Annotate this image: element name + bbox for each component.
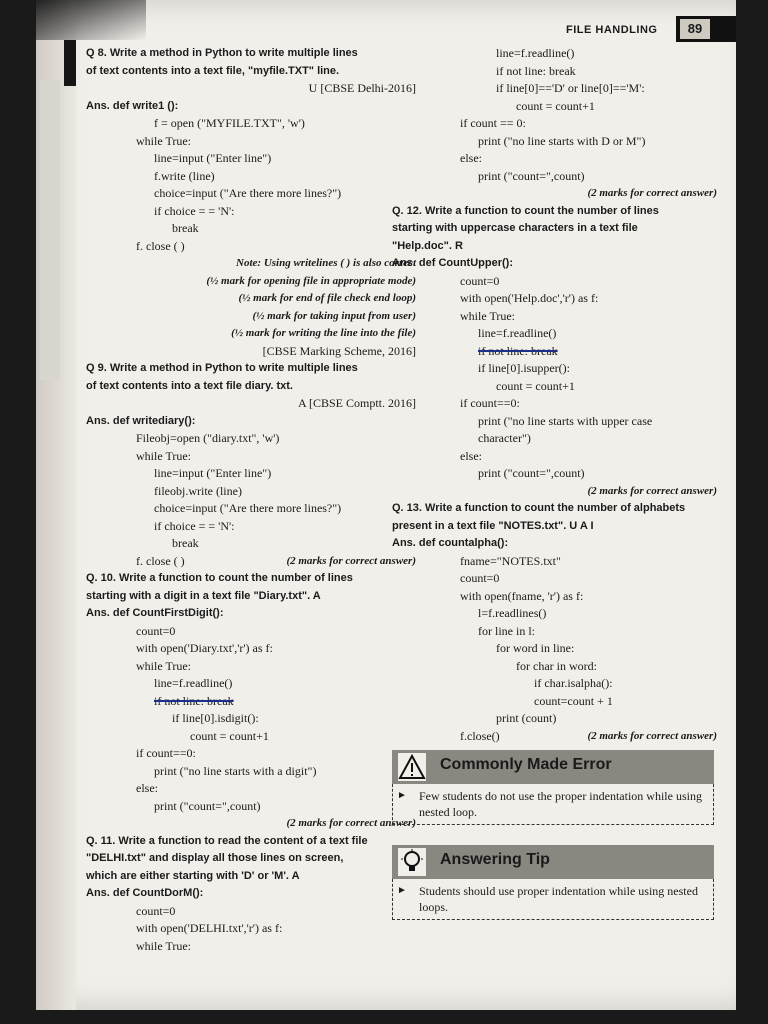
code-line: count = count+1 [516, 98, 595, 113]
code-line: line=f.readline() [154, 676, 233, 690]
code-line: if char.isalpha(): [534, 676, 613, 690]
book-page [36, 0, 736, 1010]
tip-box-title: Answering Tip [440, 851, 550, 868]
question-text: which are either starting with 'D' or 'M'. A [86, 869, 300, 882]
answer-heading: Ans. def CountUpper(): [392, 257, 513, 269]
code-line: f. close ( ) [136, 238, 185, 253]
lightbulb-icon [398, 848, 426, 876]
marking-note: Note: Using writelines ( ) is also correct [236, 257, 416, 269]
code-line: if not line: break [478, 343, 558, 358]
error-box-text: Few students do not use the proper indentation while using nested loop. [419, 789, 702, 819]
error-box-body [392, 784, 714, 825]
question-text: Q. 11. Write a function to read the content of a text file [86, 834, 368, 847]
right-column [392, 45, 717, 745]
warning-icon [398, 753, 426, 781]
error-box-header [392, 750, 714, 784]
marking-note: (½ mark for taking input from user) [252, 309, 416, 322]
code-line: else: [460, 151, 482, 165]
code-line: if not line: break [154, 693, 234, 708]
code-line: while True: [136, 658, 192, 673]
code-line: if line[0].isdigit(): [172, 711, 259, 725]
code-line: for char in word: [516, 658, 597, 673]
question-text: Q. 13. Write a function to count the number of alphabets [392, 502, 686, 514]
code-line: fileobj.write (line) [154, 483, 242, 498]
code-line: with open('Diary.txt','r') as f: [136, 641, 273, 655]
code-line: print ("no line starts with D or M") [478, 133, 646, 148]
left-column [86, 45, 416, 955]
code-line: break [172, 536, 199, 550]
code-line: print ("count=",count) [478, 168, 585, 183]
code-line: if choice = = 'N': [154, 203, 235, 218]
code-line: f = open ("MYFILE.TXT", 'w') [154, 116, 305, 130]
section-header: FILE HANDLING [566, 24, 658, 36]
marking-note: (½ mark for end of file check end loop) [238, 292, 416, 304]
code-line: if count==0: [460, 396, 520, 410]
question-text: starting with uppercase characters in a text file [392, 222, 638, 234]
tip-box-text: Students should use proper indentation while using nested loops. [419, 884, 698, 914]
question-text: "Help.doc". R [392, 239, 463, 252]
code-line: print (count) [496, 711, 557, 725]
code-line: print ("no line starts with a digit") [154, 763, 317, 778]
code-line: if count==0: [136, 746, 196, 760]
code-line: count = count+1 [190, 728, 269, 743]
code-line: print ("count=",count) [154, 798, 261, 813]
question-text: Q. 10. Write a function to count the number of lines [86, 572, 353, 584]
question-text: Q 8. Write a method in Python to write multiple lines [86, 47, 358, 59]
code-line: l=f.readlines() [478, 606, 547, 620]
answer-heading: Ans. def CountFirstDigit(): [86, 607, 224, 619]
answer-heading: Ans. def CountDorM(): [86, 887, 204, 899]
bullet-arrow-icon: ► [397, 790, 407, 801]
code-line: count=0 [460, 571, 500, 585]
question-text: "DELHI.txt" and display all those lines on screen, [86, 852, 344, 864]
marks-note: (2 marks for correct answer) [587, 187, 717, 199]
question-text: Q. 12. Write a function to count the number of lines [392, 204, 659, 217]
code-line: line=f.readline() [478, 326, 557, 340]
code-line: else: [136, 781, 158, 795]
code-line: choice=input ("Are there more lines?") [154, 186, 342, 200]
code-line: break [172, 221, 199, 235]
code-line: for line in l: [478, 623, 535, 638]
marks-note: (2 marks for correct answer) [286, 817, 416, 829]
question-text: Q 9. Write a method in Python to write multiple lines [86, 362, 358, 374]
code-text: f.close() [460, 728, 500, 743]
code-line: if line[0]=='D' or line[0]=='M': [496, 81, 645, 95]
code-line: while True: [460, 308, 516, 323]
answer-heading: Ans. def countalpha(): [392, 537, 509, 549]
margin-marker [64, 40, 76, 86]
code-line [392, 728, 717, 746]
code-line: for word in line: [496, 641, 575, 655]
page-number: 89 [680, 19, 710, 39]
bullet-arrow-icon: ► [397, 885, 407, 896]
code-line: line=input ("Enter line") [154, 151, 272, 165]
code-line: else: [460, 448, 482, 463]
corner-shadow [36, 0, 146, 40]
source-tag: U [CBSE Delhi-2016] [308, 81, 416, 95]
code-line: Fileobj=open ("diary.txt", 'w') [136, 431, 280, 445]
marks-note: (2 marks for correct answer) [587, 729, 717, 742]
answer-heading: Ans. def writediary(): [86, 414, 196, 427]
code-line: fname="NOTES.txt" [460, 553, 561, 568]
tip-box-header [392, 845, 714, 879]
code-line: while True: [136, 133, 192, 148]
answer-heading: Ans. def write1 (): [86, 99, 179, 112]
code-line: count=0 [136, 623, 176, 638]
question-text: starting with a digit in a text file "Diary.txt". A [86, 589, 321, 602]
code-line: character") [478, 431, 531, 445]
code-line: if count == 0: [460, 116, 526, 130]
code-line: print ("count=",count) [478, 466, 585, 480]
source-tag: A [CBSE Comptt. 2016] [297, 396, 416, 410]
question-text: of text contents into a text file, "myfile.TXT" line. [86, 64, 340, 77]
code-line: if choice = = 'N': [154, 518, 235, 533]
code-line: count=0 [136, 903, 176, 918]
code-line: if line[0].isupper(): [478, 361, 570, 375]
code-line: with open('Help.doc','r') as f: [460, 291, 599, 305]
code-line [86, 553, 416, 571]
code-line: choice=input ("Are there more lines?") [154, 501, 342, 515]
code-text: f. close ( ) [136, 553, 185, 568]
code-line: line=f.readline() [496, 46, 575, 60]
code-line: while True: [136, 938, 192, 953]
error-box-title: Commonly Made Error [440, 756, 612, 773]
marking-note: (½ mark for writing the line into the file) [231, 327, 416, 339]
code-line: count=count + 1 [534, 693, 613, 708]
code-line: count=0 [460, 273, 500, 288]
tip-box-body [392, 879, 714, 920]
code-line: line=input ("Enter line") [154, 466, 272, 480]
code-line: with open('DELHI.txt','r') as f: [136, 921, 283, 935]
marks-note: (2 marks for correct answer) [587, 484, 717, 497]
source-tag: [CBSE Marking Scheme, 2016] [262, 343, 416, 358]
code-line: if not line: break [496, 63, 576, 78]
question-text: of text contents into a text file diary. txt. [86, 379, 293, 392]
question-text: present in a text file "NOTES.txt". U A I [392, 519, 594, 532]
marking-note: (½ mark for opening file in appropriate mode) [206, 274, 416, 287]
side-tab-strip [40, 80, 60, 380]
code-line: while True: [136, 448, 192, 463]
code-line: count = count+1 [496, 378, 575, 393]
code-line: with open(fname, 'r') as f: [460, 588, 584, 603]
marks-note: (2 marks for correct answer) [286, 554, 416, 567]
code-line: f.write (line) [154, 168, 215, 183]
code-line: print ("no line starts with upper case [478, 413, 653, 428]
